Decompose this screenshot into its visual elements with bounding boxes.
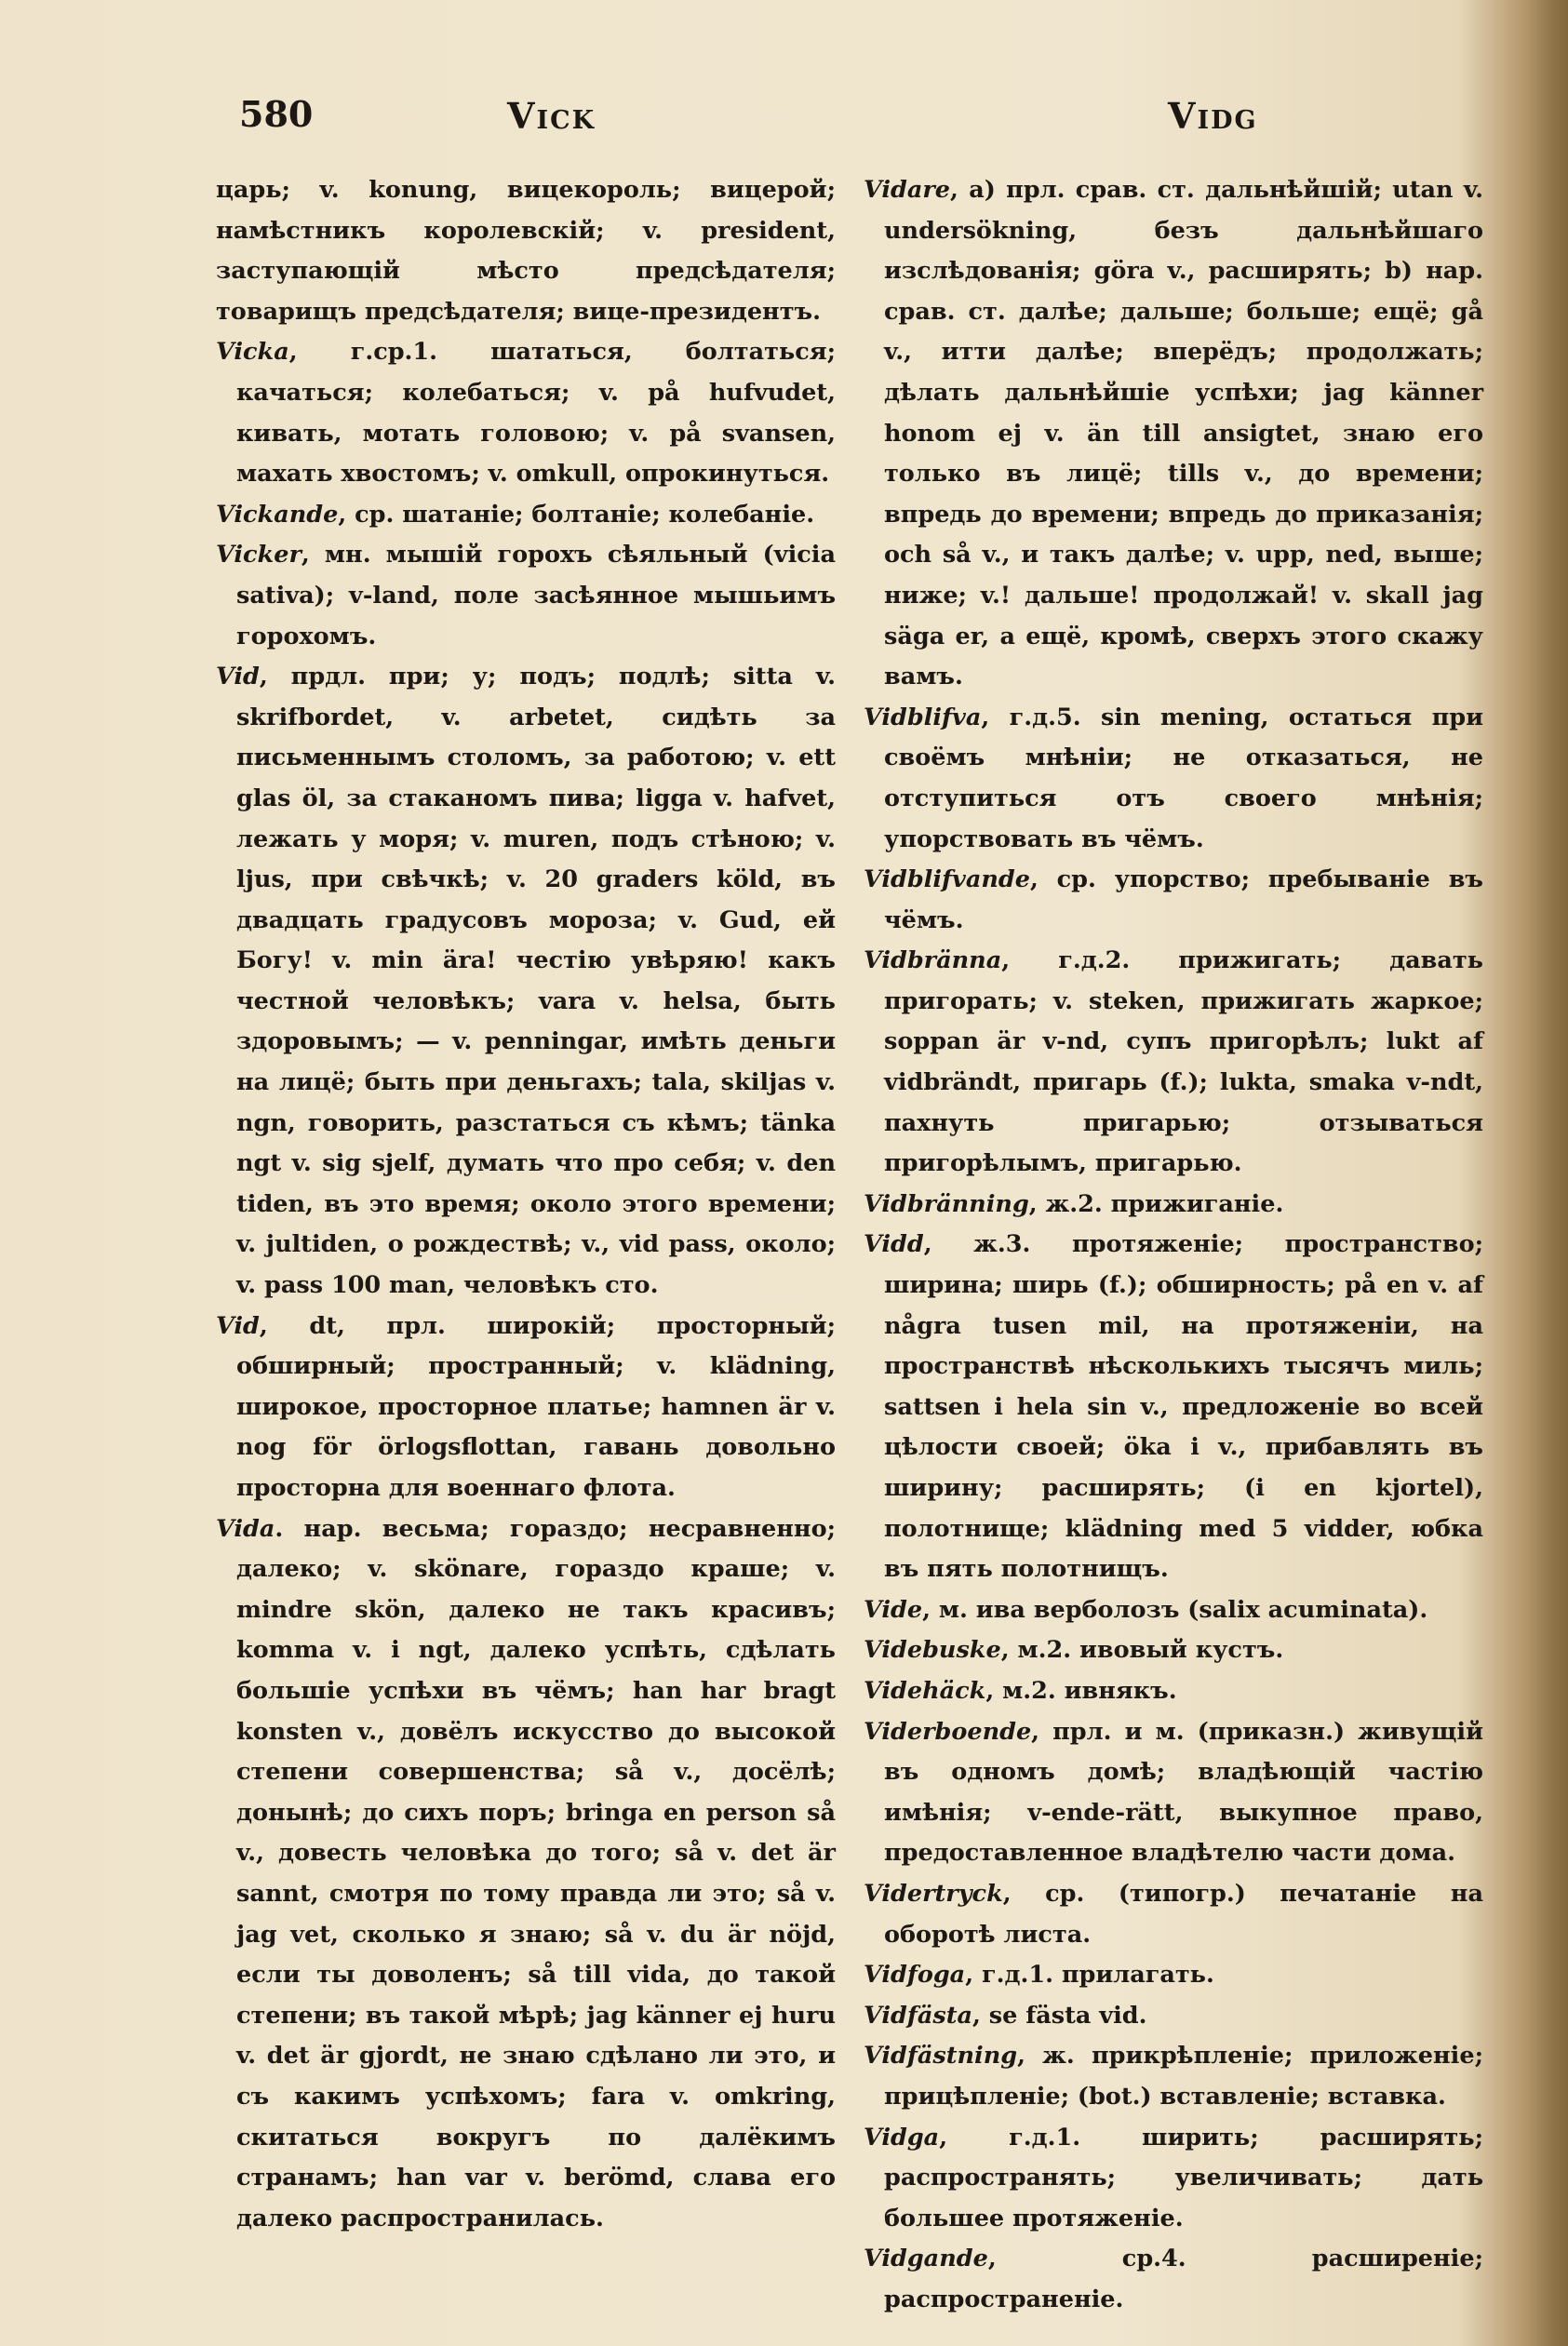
entry-text: , г.д.2. прижигать; давать пригорать; v. steken, прижигать жаркое; soppan är v-nd, супъ пригорѣлъ; lukt af vidbrändt, пригарь (f.); lukta, smaka v-ndt, пахнуть пригарью; отзываться пригорѣлымъ, пригарью.: [884, 946, 1483, 1178]
right-column: [864, 170, 1483, 2320]
entry-headword: Vidbränning: [864, 1189, 1029, 1218]
entry-headword: Vicka: [216, 338, 289, 367]
entry-text: , м. ива верболозъ (salix acuminata).: [922, 1595, 1428, 1624]
entry-text: , г.д.1. прилагать.: [965, 1961, 1214, 1990]
entry-text: , г.д.1. ширить; расширять; распространять; увеличивать; дать большее протяженіе.: [884, 2123, 1483, 2232]
dictionary-entry: [864, 170, 1483, 698]
entry-headword: Viderboende: [864, 1717, 1032, 1746]
entry-headword: Vidbränna: [864, 946, 1002, 975]
entry-text: , м.2. ивовый кустъ.: [1000, 1636, 1284, 1665]
entry-text: , se fästa vid.: [972, 2001, 1147, 2030]
dictionary-entry: [864, 2118, 1483, 2240]
entry-headword: Vickande: [216, 500, 339, 529]
entry-text: , ж.3. протяженіе; пространство; ширина; ширь (f.); обширность; på en v. af några tusen mil, на протяженіи, на пространствѣ нѣсколькихъ тысячъ миль; sattsen i hela sin v., предложеніе во всей цѣлости своей; öka i v., прибавлять въ ширину; расширять; (i en kjortel), полотнище; klädning med 5 vidder, юбка въ пять полотнищъ.: [884, 1230, 1483, 1584]
entry-text: . нар. весьма; гораздо; несравненно; далеко; v. skönare, гораздо краше; v. mindre skön, далеко не такъ красивъ; komma v. i ngt, далеко успѣть, сдѣлать большіе успѣхи въ чёмъ; han har bragt konsten v., довёлъ искусство до высокой степени совершенства; så v., досёлѣ; донынѣ; до сихъ поръ; bringa en person så v., довесть человѣка до того; så v. det är sannt, смотря по тому правда ли это; så v. jag vet, сколько я знаю; så v. du är nöjd, если ты доволенъ; så till vida, до такой степени; въ такой мѣрѣ; jag känner ej huru v. det är gjordt, не знаю сдѣлано ли это, и съ какимъ успѣхомъ; fara v. omkring, скитаться вокругъ по далёкимъ странамъ; han var v. berömd, слава его далеко распространилась.: [236, 1514, 836, 2232]
entry-text: , прдл. при; у; подъ; подлѣ; sitta v. skrifbordet, v. arbetet, сидѣть за письменнымъ столомъ, за работою; v. ett glas öl, за стаканомъ пива; ligga v. hafvet, лежать у моря; v. muren, подъ стѣною; v. ljus, при свѣчкѣ; v. 20 graders köld, въ двадцать градусовъ мороза; v. Gud, ей Богу! v. min ära! честію увѣряю! какъ честной человѣкъ; vara v. helsa, быть здоровымъ; — v. penningar, имѣть деньги на лицё; быть при деньгахъ; tala, skiljas v. ngn, говорить, разстаться съ кѣмъ; tänka ngt v. sig sjelf, думать что про себя; v. den tiden, въ это время; около этого времени; v. jultiden, о рождествѣ; v., vid pass, около; v. pass 100 man, человѣкъ сто.: [236, 663, 836, 1300]
dictionary-entry: [864, 1225, 1483, 1589]
entry-headword: Vidare: [864, 176, 951, 204]
entry-headword: Vidgande: [864, 2245, 988, 2273]
entry-headword: Vid: [216, 1311, 260, 1340]
entry-headword: Vide: [864, 1595, 923, 1624]
dictionary-entry: [864, 1996, 1483, 2037]
entry-text: , ж. прикрѣпленіе; приложеніе; прицѣпленіе; (bot.) вставленіе; вставка.: [884, 2042, 1483, 2111]
dictionary-entry: [864, 2239, 1483, 2320]
running-head-right: Vidg: [1168, 95, 1258, 137]
entry-text: , a) прл. срав. ст. дальнѣйшій; utan v. undersökning, безъ дальнѣйшаго изслѣдованія; göra v., расширять; b) нар. срав. ст. далѣе; дальше; больше; ещё; gå v., итти далѣе; вперёдъ; продолжать; дѣлать дальнѣйшіе успѣхи; jag känner honom ej v. än till ansigtet, знаю его только въ лицё; tills v., до времени; впредь до времени; впредь до приказанія; och så v., и такъ далѣе; v. upp, ned, выше; ниже; v.! дальше! продолжай! v. skall jag säga er, а ещё, кромѣ, сверхъ этого скажу вамъ.: [884, 176, 1483, 691]
page-number: 580: [239, 93, 314, 135]
entry-text: , ср. (типогр.) печатаніе на оборотѣ листа.: [884, 1879, 1483, 1949]
entry-headword: Vicker: [216, 541, 302, 570]
page-header: [0, 93, 1568, 149]
entry-headword: Vidblifvande: [864, 865, 1030, 894]
dictionary-entry: [864, 1590, 1483, 1631]
dictionary-entry: [216, 332, 836, 494]
dictionary-entry: [216, 495, 836, 536]
entry-text: , м.2. ивнякъ.: [985, 1676, 1177, 1705]
dictionary-entry: [864, 1185, 1483, 1226]
entry-headword: Videhäck: [864, 1676, 986, 1705]
dictionary-entry: [216, 170, 836, 332]
dictionary-entry: [216, 1509, 836, 2240]
entry-headword: Vida: [216, 1514, 275, 1543]
entry-text: , ср. упорство; пребываніе въ чёмъ.: [884, 865, 1483, 934]
left-column: [216, 170, 836, 2239]
entry-text: , ср.4. расширеніе; распространеніе.: [884, 2245, 1483, 2313]
entry-text: , мн. мышій горохъ сѣяльный (vicia sativa); v-land, поле засѣянное мышьимъ горохомъ.: [236, 541, 836, 650]
entry-text: царь; v. konung, вицекороль; вицерой; намѣстникъ королевскій; v. president, заступающій мѣсто предсѣдателя; товарищъ предсѣдателя; вице-президентъ.: [216, 176, 836, 326]
entry-text: , ср. шатаніе; болтаніе; колебаніе.: [338, 500, 815, 529]
dictionary-entry: [216, 535, 836, 657]
entry-headword: Vidfästning: [864, 2042, 1018, 2071]
dictionary-entry: [216, 657, 836, 1307]
running-head-left: Vick: [507, 95, 596, 137]
entry-headword: Vidd: [864, 1230, 924, 1259]
dictionary-entry: [864, 1955, 1483, 1996]
dictionary-entry: [864, 698, 1483, 860]
dictionary-entry: [864, 860, 1483, 941]
dictionary-entry: [864, 1630, 1483, 1671]
dictionary-entry: [864, 1671, 1483, 1712]
entry-headword: Vidfästa: [864, 2001, 973, 2030]
entry-text: , ж.2. прижиганіе.: [1028, 1189, 1284, 1218]
dictionary-entry: [216, 1307, 836, 1509]
dictionary-entry: [864, 941, 1483, 1185]
entry-text: , г.д.5. sin mening, остаться при своёмъ мнѣніи; не отказаться, не отступиться отъ своего мнѣнія; упорствовать въ чёмъ.: [884, 703, 1483, 853]
entry-headword: Vidblifva: [864, 703, 982, 731]
entry-text: , dt, прл. широкій; просторный; обширный; пространный; v. klädning, широкое, просторное платье; hamnen är v. nog för örlogsflottan, гавань довольно просторна для военнаго флота.: [236, 1311, 836, 1502]
entry-headword: Vidga: [864, 2123, 940, 2152]
dictionary-entry: [864, 2036, 1483, 2117]
entry-headword: Vidertryck: [864, 1879, 1003, 1908]
dictionary-entry: [864, 1874, 1483, 1955]
entry-text: , прл. и м. (приказн.) живущій въ одномъ домѣ; владѣющій частію имѣнія; v-ende-rätt, выкупное право, предоставленное владѣтелю части дома.: [884, 1717, 1483, 1868]
entry-headword: Vidfoga: [864, 1961, 966, 1990]
entry-text: , г.ср.1. шататься, болтаться; качаться; колебаться; v. på hufvudet, кивать, мотать головою; v. på svansen, махать хвостомъ; v. omkull, опрокинуться.: [236, 338, 836, 489]
entry-headword: Videbuske: [864, 1636, 1001, 1665]
dictionary-entry: [864, 1712, 1483, 1874]
entry-headword: Vid: [216, 663, 260, 691]
